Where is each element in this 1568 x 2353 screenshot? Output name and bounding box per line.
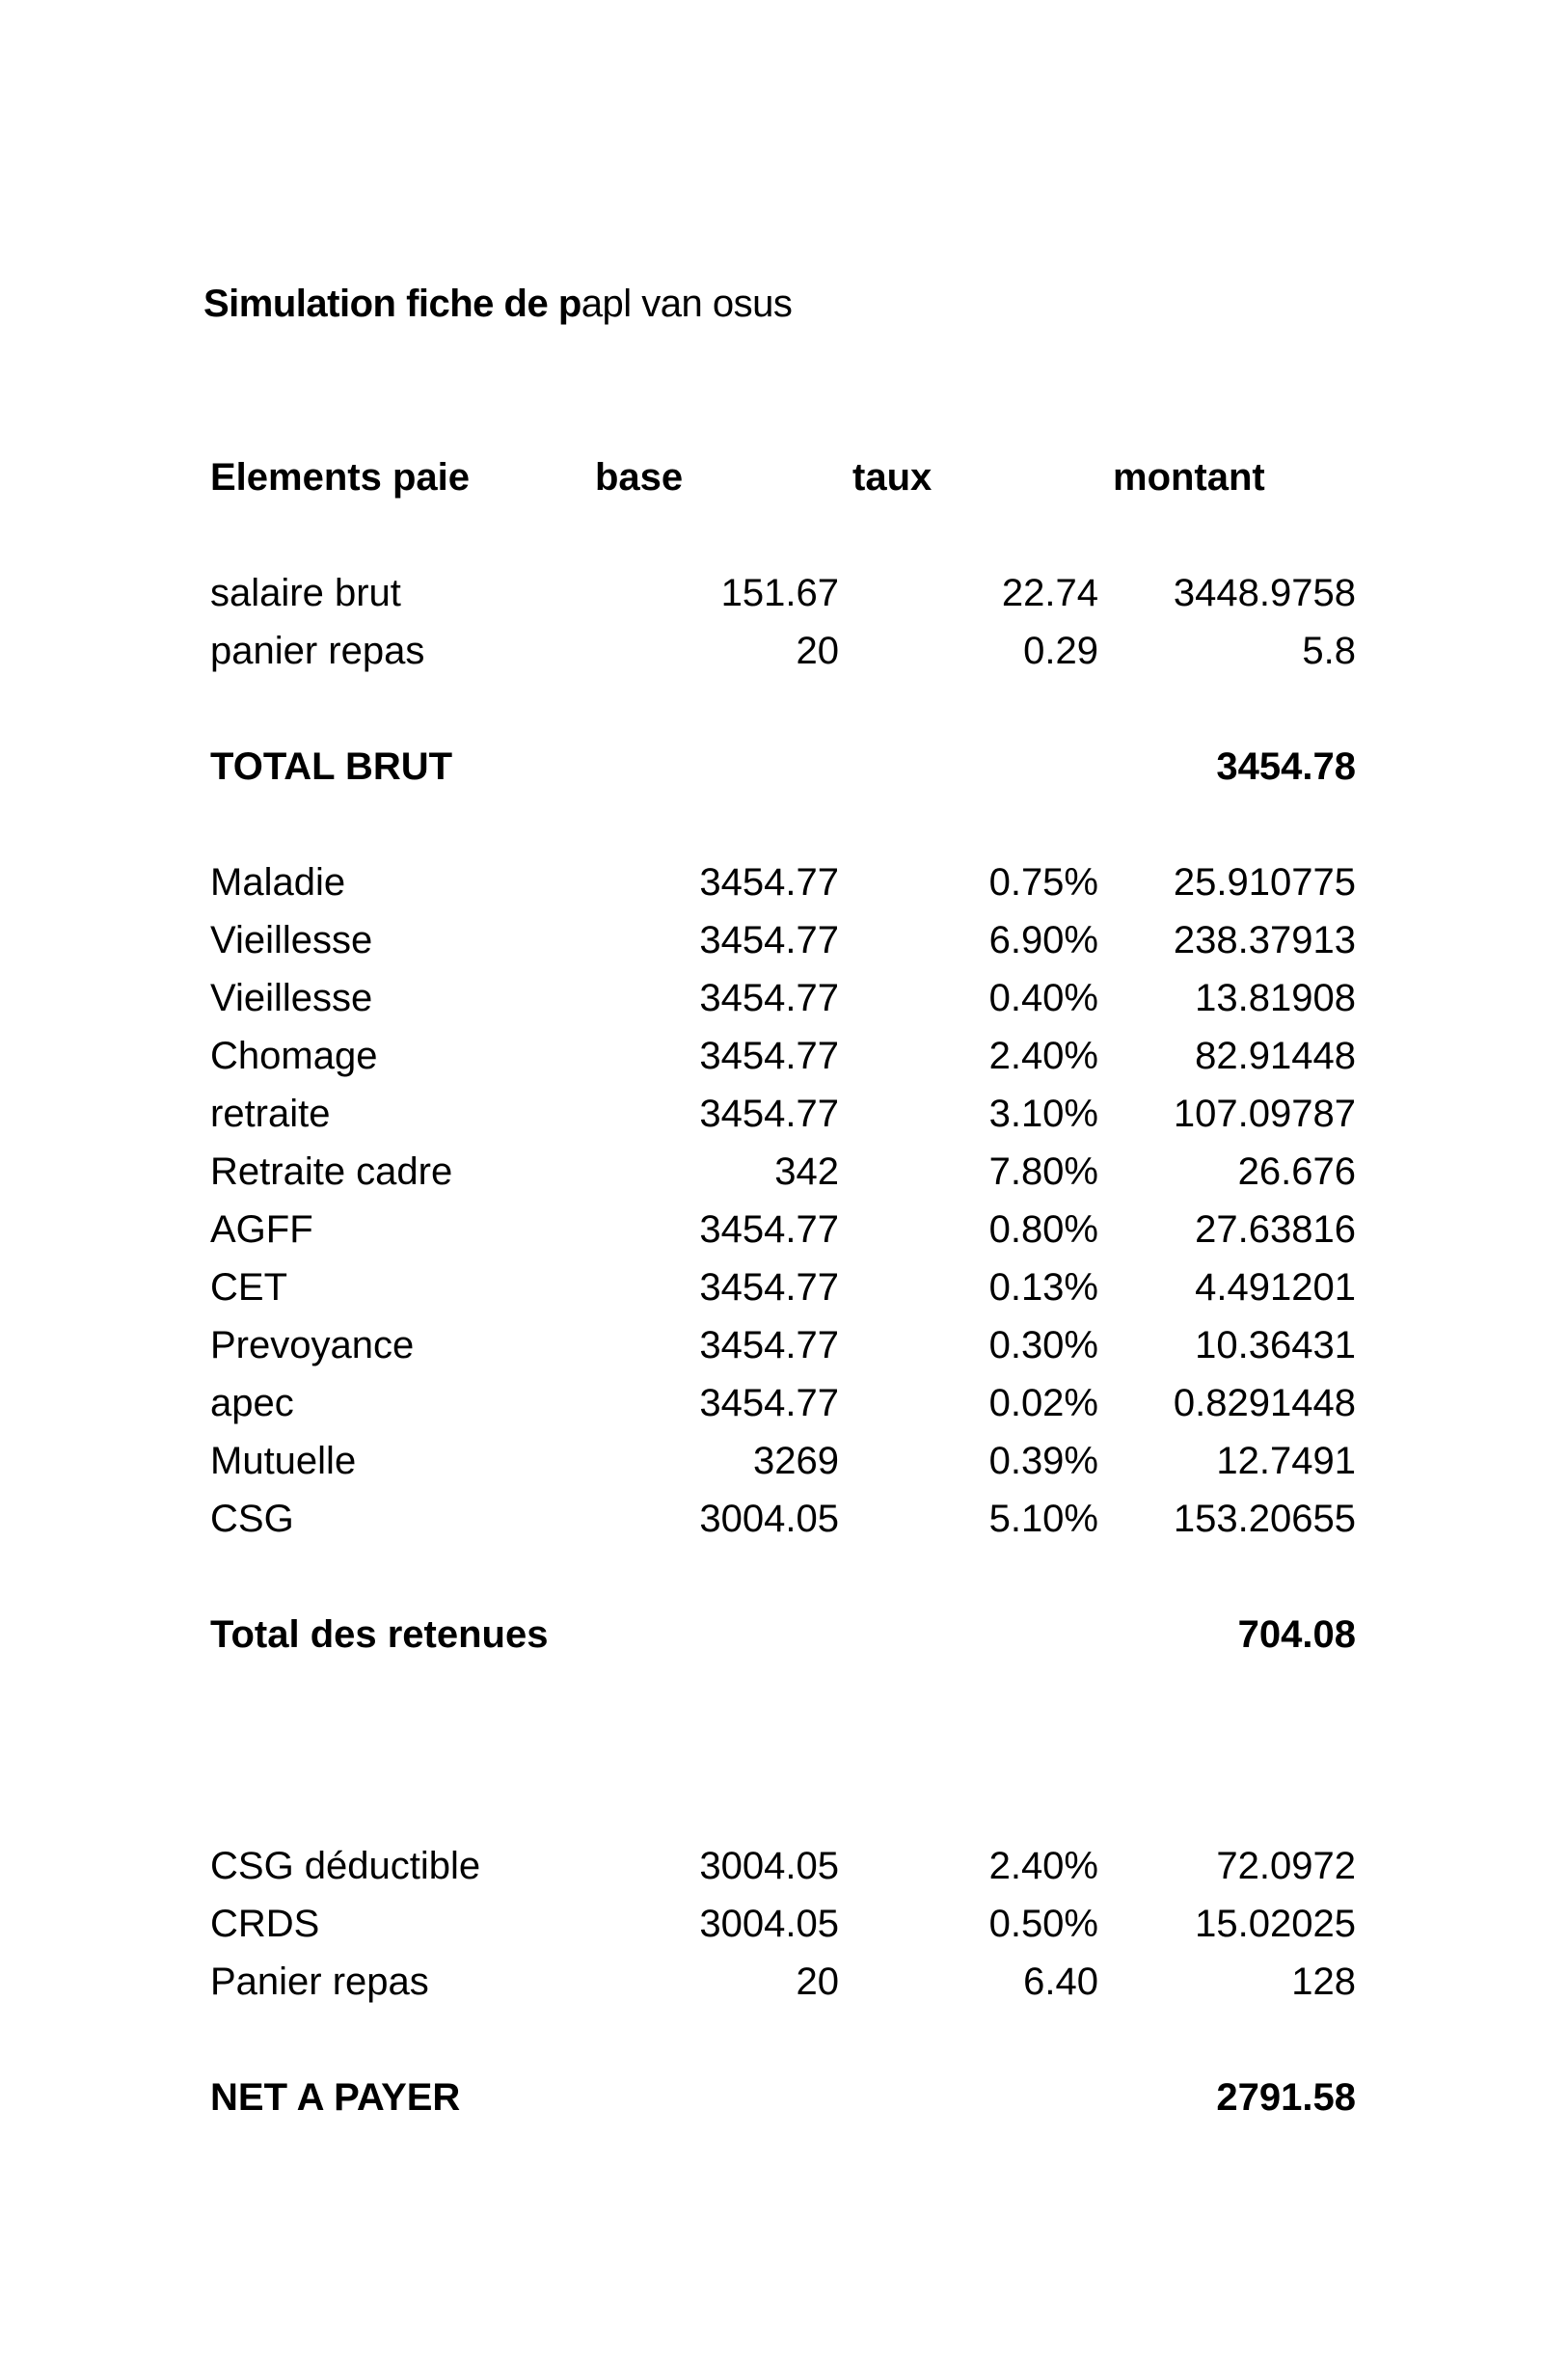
- row-base: 3454.77: [699, 861, 839, 904]
- table-row: [0, 1201, 1568, 1258]
- row-label: Panier repas: [210, 1961, 429, 2003]
- row-taux: 22.74: [1001, 572, 1098, 614]
- total-brut-row: [0, 738, 1568, 796]
- row-base: 3004.05: [699, 1903, 839, 1945]
- row-base: 3454.77: [699, 1093, 839, 1135]
- row-label: Prevoyance: [210, 1324, 415, 1366]
- table-row: [0, 1432, 1568, 1490]
- row-label: salaire brut: [210, 572, 401, 614]
- row-montant: 72.0972: [1216, 1845, 1356, 1887]
- net-a-payer-label: NET A PAYER: [210, 2076, 461, 2119]
- row-label: apec: [210, 1382, 294, 1424]
- row-montant: 238.37913: [1173, 919, 1356, 961]
- row-label: Maladie: [210, 861, 346, 904]
- row-taux: 3.10%: [988, 1093, 1098, 1135]
- header-montant: montant: [1113, 456, 1265, 499]
- table-row: [0, 1027, 1568, 1085]
- table-row: [0, 853, 1568, 911]
- row-montant: 10.36431: [1195, 1324, 1356, 1366]
- row-label: retraite: [210, 1093, 331, 1135]
- row-taux: 5.10%: [988, 1498, 1098, 1540]
- row-base: 3269: [753, 1440, 839, 1482]
- row-taux: 0.75%: [988, 861, 1098, 904]
- table-row: [0, 1490, 1568, 1548]
- row-taux: 0.13%: [988, 1266, 1098, 1309]
- row-base: 342: [774, 1150, 839, 1193]
- title-sub: apl van osus: [581, 283, 793, 325]
- row-base: 3454.77: [699, 919, 839, 961]
- row-montant: 15.02025: [1195, 1903, 1356, 1945]
- row-taux: 0.02%: [988, 1382, 1098, 1424]
- row-taux: 0.50%: [988, 1903, 1098, 1945]
- header-taux: taux: [852, 456, 933, 499]
- row-base: 3454.77: [699, 1324, 839, 1366]
- row-base: 3004.05: [699, 1498, 839, 1540]
- row-montant: 27.63816: [1195, 1208, 1356, 1251]
- net-a-payer-value: 2791.58: [1216, 2076, 1356, 2119]
- row-base: 3454.77: [699, 977, 839, 1019]
- row-label: CET: [210, 1266, 287, 1309]
- table-row: [0, 1953, 1568, 2011]
- row-label: Vieillesse: [210, 977, 373, 1019]
- row-base: 3004.05: [699, 1845, 839, 1887]
- row-base: 20: [796, 630, 839, 672]
- page-title: [203, 275, 792, 333]
- table-row: [0, 564, 1568, 622]
- table-row: [0, 1374, 1568, 1432]
- total-brut-value: 3454.78: [1216, 745, 1356, 788]
- row-montant: 82.91448: [1195, 1035, 1356, 1077]
- row-taux: 0.40%: [988, 977, 1098, 1019]
- row-base: 151.67: [720, 572, 839, 614]
- row-montant: 0.8291448: [1173, 1382, 1356, 1424]
- row-label: CSG: [210, 1498, 294, 1540]
- row-taux: 2.40%: [988, 1035, 1098, 1077]
- total-brut-label: TOTAL BRUT: [210, 745, 453, 788]
- row-base: 3454.77: [699, 1382, 839, 1424]
- total-retenues-row: [0, 1606, 1568, 1663]
- row-taux: 0.39%: [988, 1440, 1098, 1482]
- row-taux: 2.40%: [988, 1845, 1098, 1887]
- row-label: CSG déductible: [210, 1845, 481, 1887]
- row-label: panier repas: [210, 630, 425, 672]
- table-row: [0, 911, 1568, 969]
- row-montant: 26.676: [1237, 1150, 1356, 1193]
- row-montant: 13.81908: [1195, 977, 1356, 1019]
- row-base: 3454.77: [699, 1266, 839, 1309]
- total-retenues-label: Total des retenues: [210, 1613, 549, 1656]
- row-taux: 7.80%: [988, 1150, 1098, 1193]
- table-row: [0, 1895, 1568, 1953]
- row-montant: 128: [1291, 1961, 1356, 2003]
- table-row: [0, 1085, 1568, 1143]
- row-taux: 6.90%: [988, 919, 1098, 961]
- title-main: Simulation fiche de p: [203, 283, 581, 325]
- row-montant: 5.8: [1302, 630, 1356, 672]
- net-a-payer-row: [0, 2069, 1568, 2126]
- row-label: Chomage: [210, 1035, 378, 1077]
- row-taux: 0.80%: [988, 1208, 1098, 1251]
- row-taux: 0.30%: [988, 1324, 1098, 1366]
- row-montant: 153.20655: [1173, 1498, 1356, 1540]
- row-label: Mutuelle: [210, 1440, 357, 1482]
- row-label: Retraite cadre: [210, 1150, 453, 1193]
- row-montant: 4.491201: [1195, 1266, 1356, 1309]
- table-row: [0, 1258, 1568, 1316]
- row-label: Vieillesse: [210, 919, 373, 961]
- header-element: Elements paie: [210, 456, 471, 499]
- row-taux: 0.29: [1023, 630, 1098, 672]
- row-label: AGFF: [210, 1208, 313, 1251]
- table-row: [0, 622, 1568, 680]
- row-base: 3454.77: [699, 1208, 839, 1251]
- row-taux: 6.40: [1023, 1961, 1098, 2003]
- row-base: 20: [796, 1961, 839, 2003]
- total-retenues-value: 704.08: [1237, 1613, 1356, 1656]
- row-montant: 3448.9758: [1173, 572, 1356, 614]
- row-montant: 12.7491: [1216, 1440, 1356, 1482]
- header-base: base: [595, 456, 684, 499]
- table-row: [0, 969, 1568, 1027]
- row-montant: 107.09787: [1173, 1093, 1356, 1135]
- row-label: CRDS: [210, 1903, 320, 1945]
- table-row: [0, 1837, 1568, 1895]
- table-header: [0, 448, 1568, 506]
- row-base: 3454.77: [699, 1035, 839, 1077]
- table-row: [0, 1316, 1568, 1374]
- row-montant: 25.910775: [1173, 861, 1356, 904]
- table-row: [0, 1143, 1568, 1201]
